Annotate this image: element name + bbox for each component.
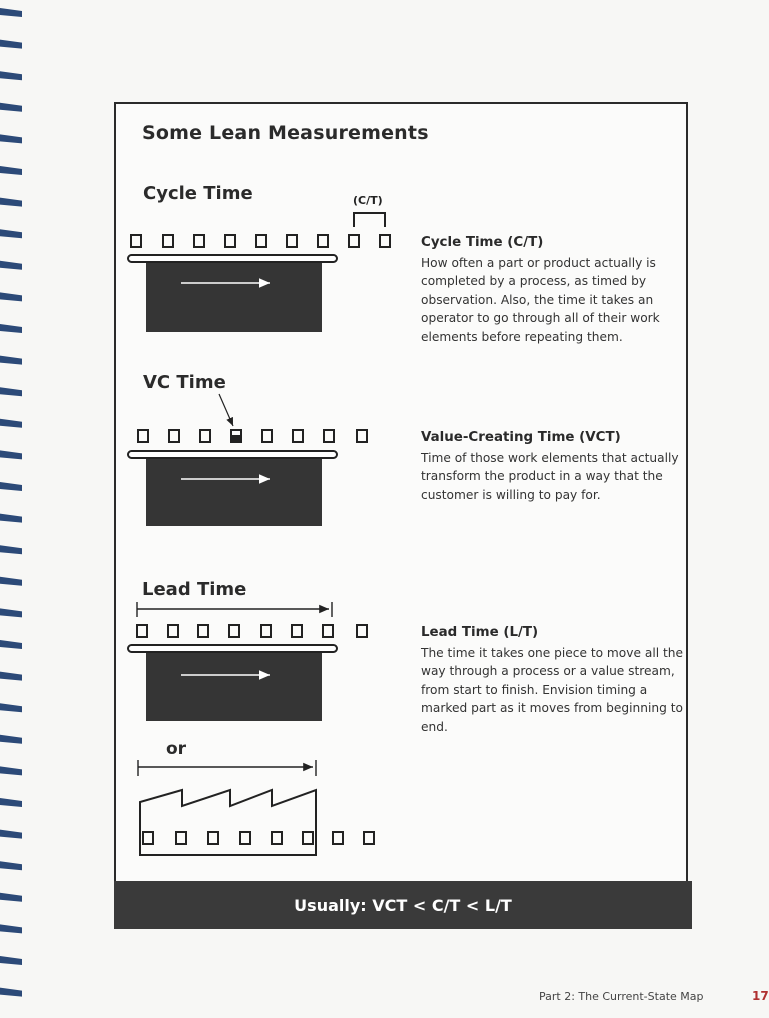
parts-row-3 <box>137 625 367 637</box>
running-footer: Part 2: The Current-State Map <box>539 990 704 1003</box>
or-label: or <box>166 739 187 759</box>
cycle-time-desc-body: How often a part or product actually is completed by a process, as timed by observation. Also, the time it takes an operator to go through all of their work elements before repeating them. <box>421 255 660 344</box>
ct-bracket <box>354 213 385 227</box>
lead-time-diagram <box>128 602 374 855</box>
summary-bar <box>114 881 692 929</box>
vct-pointer <box>219 394 233 426</box>
process-box-2 <box>146 459 322 526</box>
lead-time-desc-body: The time it takes one piece to move all the way through a process or a value stream, from start to finish. Envision timing a marked part as it moves from beginning to end. <box>421 645 683 734</box>
vct-desc-body: Time of those work elements that actually transform the product in a way that the customer is willing to pay for. <box>421 450 679 502</box>
page-title: Some Lean Measurements <box>142 122 429 144</box>
ct-marker-label: (C/T) <box>353 194 383 207</box>
lead-time-heading: Lead Time <box>142 579 247 600</box>
value-created-fill <box>231 436 241 442</box>
cycle-time-heading: Cycle Time <box>143 183 253 204</box>
process-box-3 <box>146 653 322 721</box>
cycle-time-diagram <box>128 213 390 332</box>
parts-row-1 <box>131 235 390 247</box>
page-number: 17 <box>752 989 769 1003</box>
cycle-time-desc-title: Cycle Time (C/T) <box>421 235 544 250</box>
parts-row-4 <box>143 832 374 844</box>
lead-time-desc-title: Lead Time (L/T) <box>421 625 539 640</box>
conveyor-3 <box>128 645 337 652</box>
parts-row-2 <box>138 430 367 442</box>
conveyor-1 <box>128 255 337 262</box>
vc-time-heading: VC Time <box>143 372 226 393</box>
vc-time-diagram <box>128 394 367 526</box>
lead-time-span-2 <box>138 760 316 776</box>
conveyor-2 <box>128 451 337 458</box>
factory-outline <box>140 790 316 855</box>
process-box-1 <box>146 263 322 332</box>
vct-desc-title: Value-Creating Time (VCT) <box>421 430 621 445</box>
lead-time-span-1 <box>137 602 332 617</box>
summary-text: Usually: VCT < C/T < L/T <box>294 895 512 915</box>
